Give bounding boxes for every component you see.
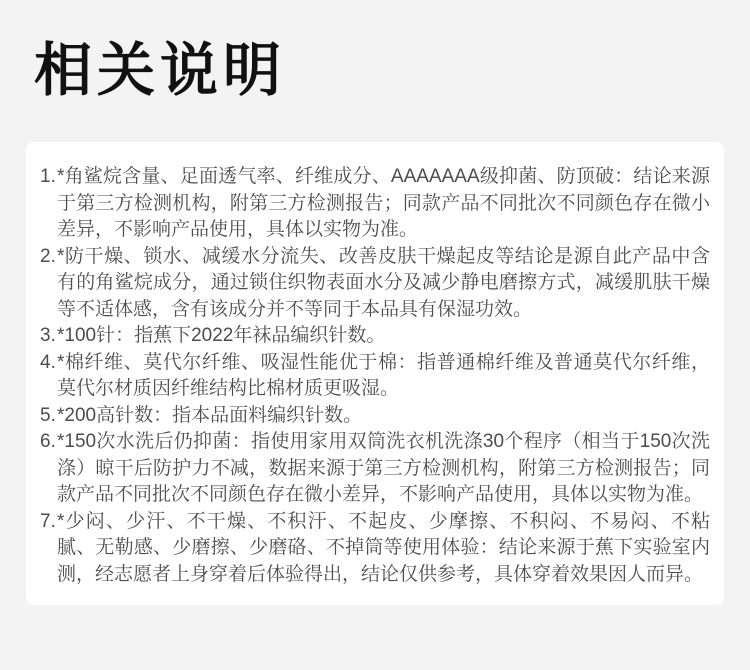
list-item xyxy=(40,509,710,589)
note-text: *100针：指蕉下2022年袜品编织针数。 xyxy=(57,325,386,346)
note-text: *少闷、少汗、不干燥、不积汗、不起皮、少摩擦、不积闷、不易闷、不粘腻、无勒感、少磨擦、少磨硌、不掉筒等使用体验：结论来源于蕉下实验室内测，经志愿者上身穿着后体验得出，结论仅供参考，具体穿着效果因人而异。 xyxy=(57,510,710,585)
note-number: 1. xyxy=(40,166,56,187)
note-number: 7. xyxy=(40,510,56,532)
page-title: 相关说明 xyxy=(34,38,287,103)
note-text: *棉纤维、莫代尔纤维、吸湿性能优于棉：指普通棉纤维及普通莫代尔纤维，莫代尔材质因纤维结构比棉材质更吸湿。 xyxy=(57,351,710,399)
note-number: 4. xyxy=(40,351,56,373)
note-text: *防干燥、锁水、减缓水分流失、改善皮肤干燥起皮等结论是源自此产品中含有的角鲨烷成分，通过锁住织物表面水分及减少静电磨擦方式，减缓肌肤干燥等不适体感，含有该成分并不等同于本品具有保湿功效。 xyxy=(57,245,710,320)
note-text: *200高针数：指本品面料编织针数。 xyxy=(57,404,363,426)
notes-panel xyxy=(26,142,724,605)
list-item xyxy=(40,244,710,324)
list-item xyxy=(40,164,710,244)
note-number: 2. xyxy=(40,245,56,267)
list-item xyxy=(40,350,710,403)
note-text: *150次水洗后仍抑菌：指使用家用双筒洗衣机洗涤30个程序（相当于150次洗涤）晾干后防护力不减，数据来源于第三方检测机构，附第三方检测报告；同款产品不同批次不同颜色存在微小差异，不影响产品使用，具体以实物为准。 xyxy=(57,431,710,505)
note-number: 3. xyxy=(40,325,56,346)
note-text: *角鲨烷含量、足面透气率、纤维成分、AAAAAAA级抑菌、防顶破：结论来源于第三方检测机构，附第三方检测报告；同款产品不同批次不同颜色存在微小差异，不影响产品使用，具体以实物为准。 xyxy=(57,166,710,240)
list-item xyxy=(40,323,710,350)
list-item xyxy=(40,403,710,430)
note-number: 6. xyxy=(40,431,56,452)
note-number: 5. xyxy=(40,404,56,426)
list-item xyxy=(40,429,710,509)
notes-list xyxy=(40,164,710,588)
